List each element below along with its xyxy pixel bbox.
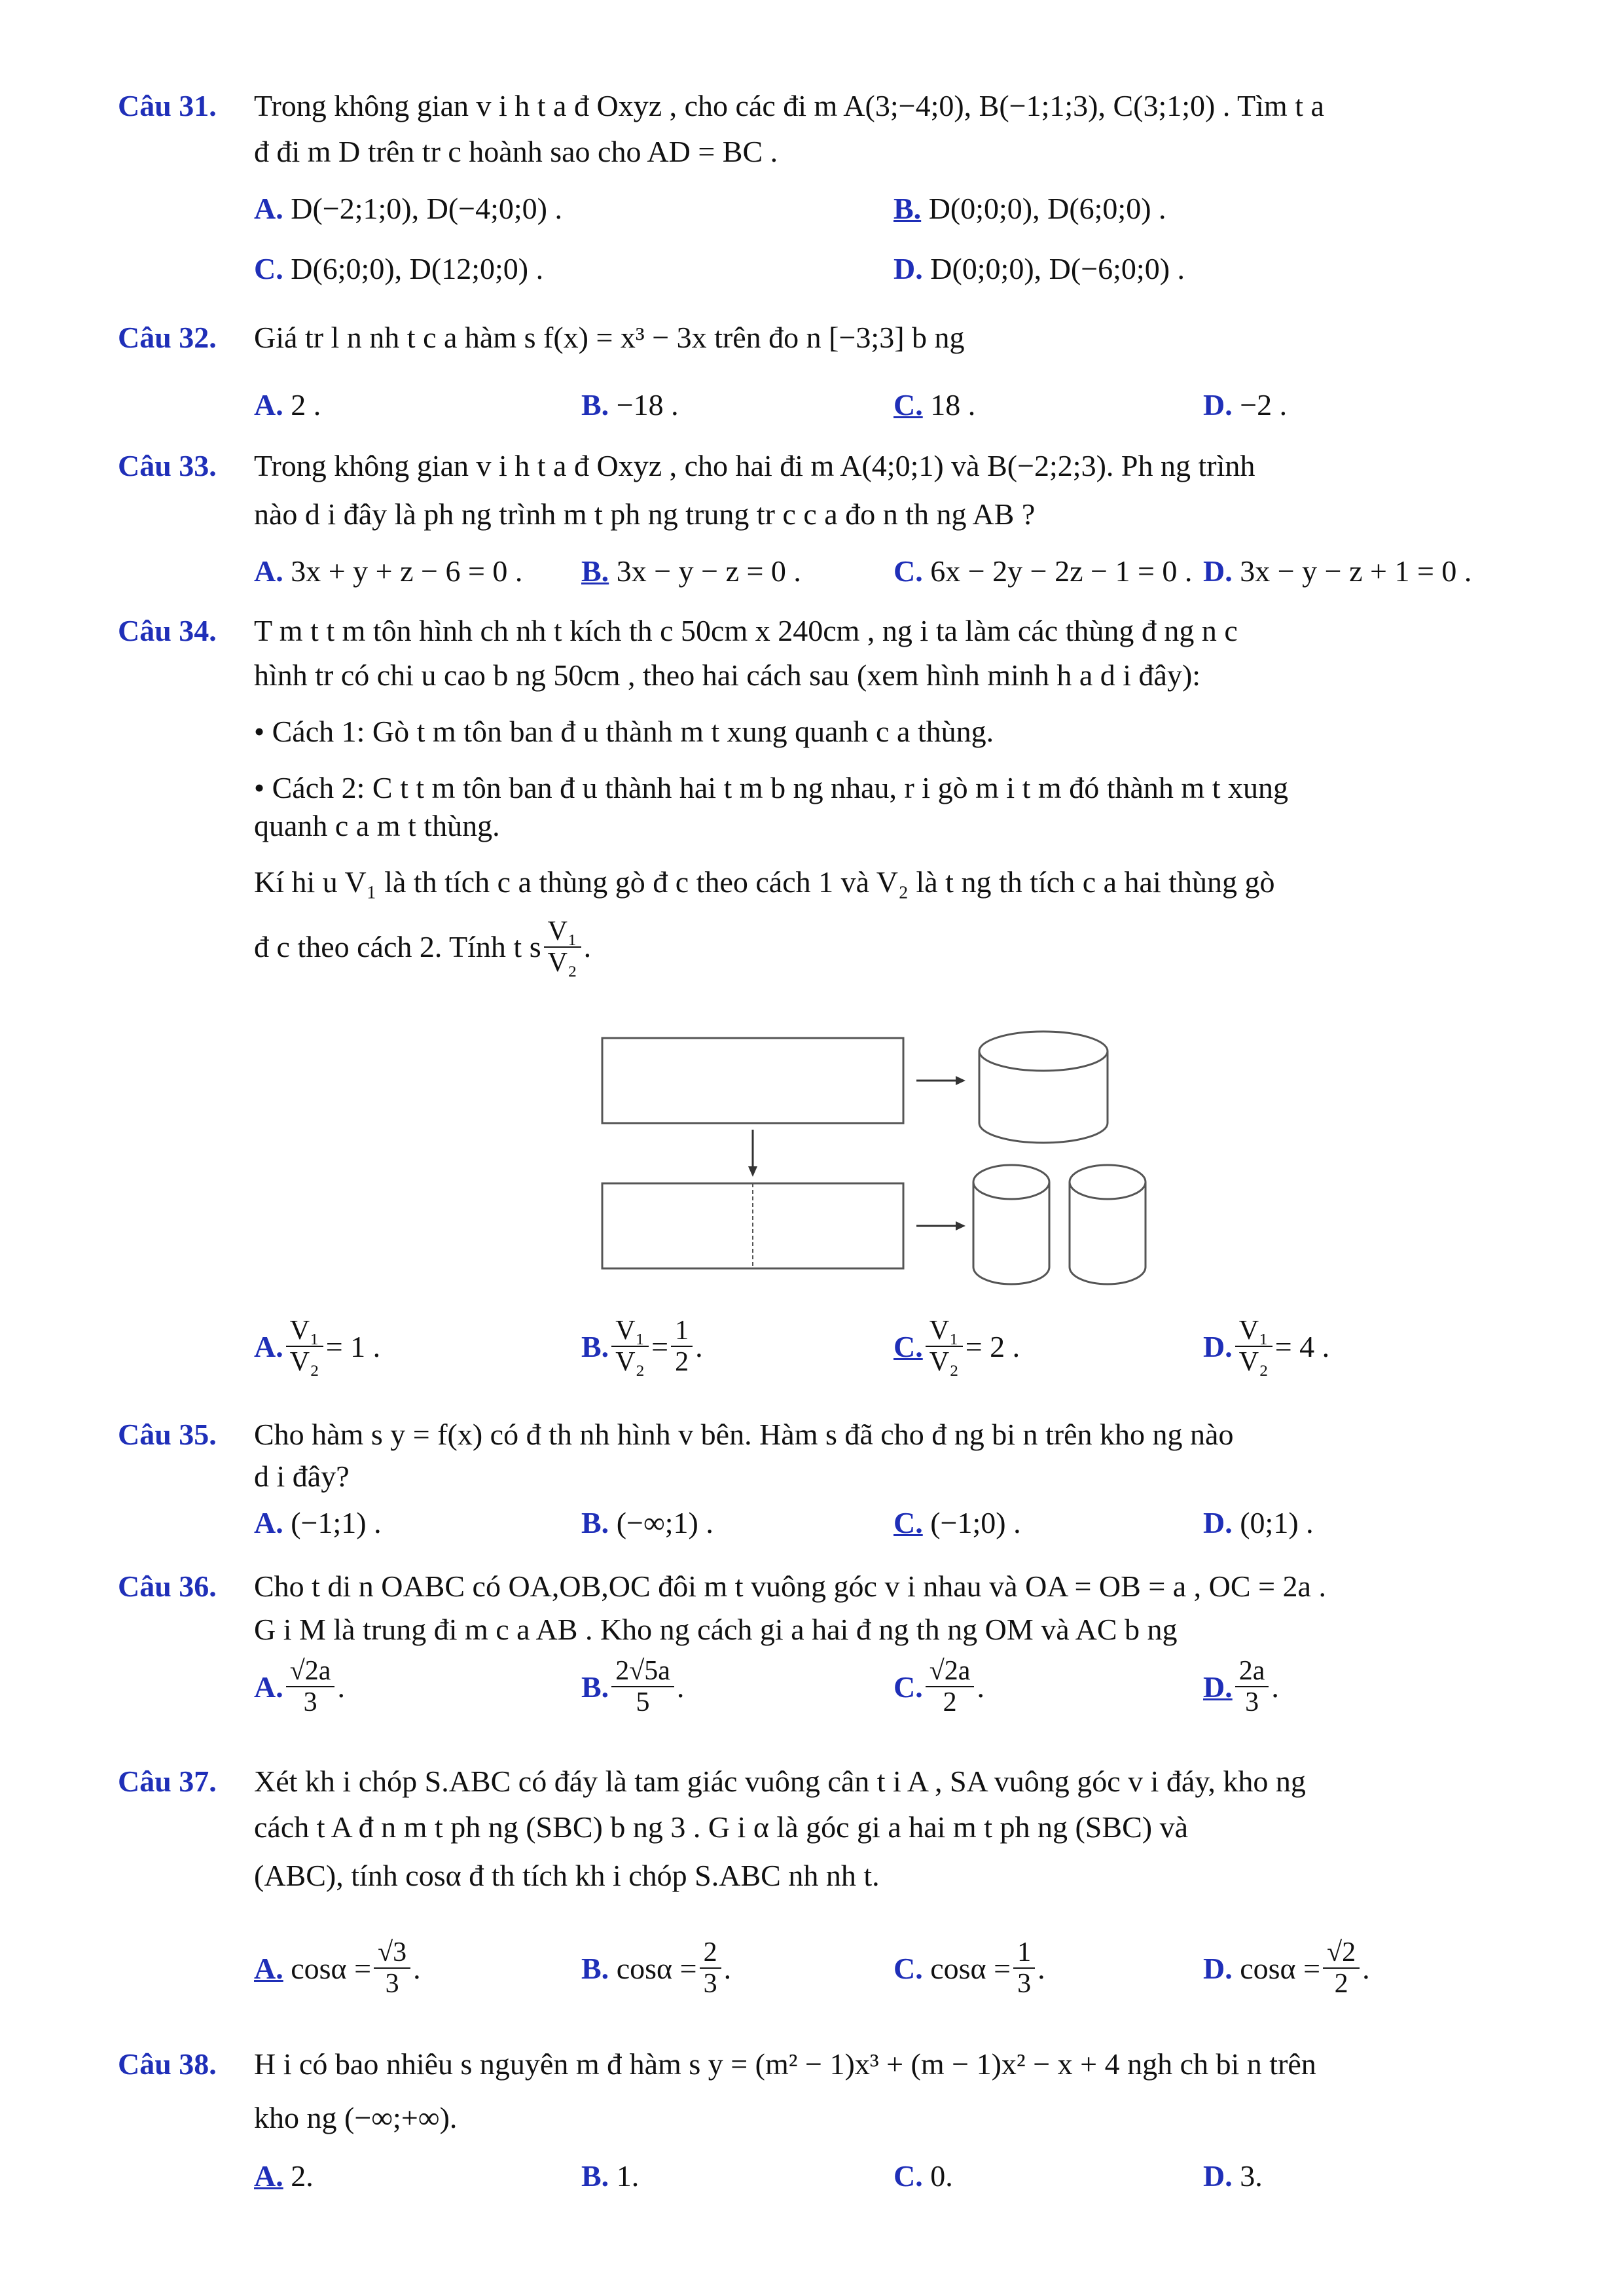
q36-option-a[interactable]: A. $\frac{√2a}{3}$ . (254, 1656, 345, 1718)
q34-number: Câu 34. (118, 614, 217, 647)
q37-text-line1: Xét kh i chóp S.ABC có đáy là tam giác vuông cân t i A , SA vuông góc v i đáy, kho ng (254, 1765, 1306, 1798)
option-text: 3x − y − z + 1 = 0 . (1240, 554, 1472, 588)
q34-option-a[interactable] (254, 1316, 380, 1377)
q38-option-d[interactable] (1203, 2159, 1263, 2193)
q32-text-line1: Giá tr l n nh t c a hàm s f(x) = x³ − 3x trên đo n [−3;3] b ng (254, 321, 965, 354)
q37-text-line2: cách t A đ n m t ph ng (SBC) b ng 3 . G i α là góc gi a hai m t ph ng (SBC) và (254, 1810, 1188, 1844)
option-rhs-fraction (671, 1316, 693, 1377)
option-label: B. (581, 2159, 609, 2193)
q31-option-b[interactable] (893, 191, 1166, 226)
q34-option-d[interactable] (1203, 1316, 1329, 1377)
frac-den: 3 (303, 1687, 317, 1718)
option-label: C. (893, 1670, 923, 1704)
frac-den: V₂ (929, 1347, 959, 1378)
q32-number: Câu 32. (118, 321, 217, 354)
cylinder-small-1-bottom (973, 1267, 1049, 1284)
q38-text-line2: kho ng (−∞;+∞). (254, 2101, 458, 2134)
q34-text-line2: hình tr có chi u cao b ng 50cm , theo hai cách sau (xem hình minh h a d i đây): (254, 658, 1201, 692)
option-text: D(0;0;0), D(−6;0;0) . (930, 252, 1185, 285)
q36-text-line1: Cho t di n OABC có OA,OB,OC đôi m t vuông góc v i nhau và OA = OB = a , OC = 2a . (254, 1570, 1326, 1603)
option-fraction (374, 1937, 410, 1999)
q37-option-b[interactable]: B. cosα = $\frac{2}{3}$ . (581, 1937, 732, 2000)
q33-text-line2: nào d i đây là ph ng trình m t ph ng trung tr c c a đo n th ng AB ? (254, 497, 1036, 531)
option-label: C. (254, 252, 283, 285)
q34-text-line6: đ c theo cách 2. Tính t s $\frac{\text{V₁}}{\text{V₂}}$ . (254, 916, 592, 978)
option-label: A. (254, 1506, 283, 1539)
option-label: B. (581, 1951, 609, 1985)
option-text: D(0;0;0), D(6;0;0) . (928, 192, 1166, 225)
option-label: A. (254, 554, 283, 588)
option-text: 1. (616, 2159, 640, 2193)
option-text: 0. (930, 2159, 953, 2193)
q35-text-line1: Cho hàm s y = f(x) có đ th nh hình v bên. Hàm s đã cho đ ng bi n trên kho ng nào (254, 1418, 1234, 1451)
option-label: C. (893, 2159, 923, 2193)
option-label-correct: C. (893, 388, 923, 422)
q34-option-b[interactable] (581, 1316, 703, 1377)
frac-num: 2√5a (611, 1656, 674, 1687)
option-text: (−1;1) . (291, 1506, 382, 1539)
ratio-numerator: V₁ (544, 916, 581, 948)
option-fraction (1235, 1316, 1272, 1377)
option-label: D. (1203, 388, 1233, 422)
option-label-correct: D. (1203, 1670, 1233, 1704)
option-fraction (1235, 1656, 1269, 1717)
option-label-correct: A. (254, 1951, 283, 1985)
frac-num: V₁ (1235, 1316, 1272, 1347)
q34-bullet-1: • Cách 1: Gò t m tôn ban đ u thành m t xung quanh c a thùng. (254, 715, 994, 748)
option-rhs: = 1 . (325, 1329, 381, 1363)
frac-num: 1 (671, 1316, 693, 1347)
option-label: A. (254, 388, 283, 422)
frac-num: √2a (286, 1656, 335, 1687)
frac-num: √3 (374, 1937, 410, 1969)
option-label: B. (581, 1506, 609, 1539)
q32-option-d[interactable] (1203, 387, 1287, 422)
option-label-correct: A. (254, 2159, 283, 2193)
ratio-denominator: V₂ (547, 948, 577, 978)
option-fraction (286, 1656, 335, 1717)
option-label: B. (581, 1670, 609, 1704)
q36-number: Câu 36. (118, 1570, 217, 1603)
q36-text-line2: G i M là trung đi m c a AB . Kho ng cách gi a hai đ ng th ng OM và AC b ng (254, 1613, 1178, 1646)
option-fraction (926, 1316, 963, 1377)
q36-option-c[interactable]: C. $\frac{√2a}{2}$ . (893, 1656, 984, 1718)
option-fraction (611, 1656, 674, 1717)
q31-text-line1: Trong không gian v i h t a đ Oxyz , cho các đi m A(3;−4;0), B(−1;1;3), C(3;1;0) . Tìm t a (254, 89, 1324, 122)
option-label: C. (893, 1951, 923, 1985)
q34-text-line5: Kí hi u V₁ là th tích c a thùng gò đ c theo cách 1 và V₂ là t ng th tích c a hai thùng gò (254, 865, 1275, 899)
option-text: 18 . (930, 388, 976, 422)
option-label: D. (1203, 1951, 1233, 1985)
option-text: 3. (1240, 2159, 1263, 2193)
frac-den: V₂ (289, 1347, 319, 1378)
q34-ratio (544, 916, 581, 978)
option-text: D(6;0;0), D(12;0;0) . (291, 252, 544, 285)
frac-den: 2 (1334, 1969, 1348, 2000)
q31-option-c[interactable] (254, 251, 543, 286)
option-pre: cosα = (616, 1951, 697, 1985)
q34-bullet-2b: quanh c a m t thùng. (254, 809, 500, 842)
q32-option-b[interactable] (581, 387, 679, 422)
option-text: (0;1) . (1240, 1506, 1314, 1539)
option-label: D. (1203, 1329, 1233, 1363)
frac-den: 3 (703, 1969, 717, 2000)
option-fraction (611, 1316, 649, 1377)
option-rhs: = 2 . (965, 1329, 1020, 1363)
option-text: 2 . (291, 388, 321, 422)
q38-text-line1: H i có bao nhiêu s nguyên m đ hàm s y = (m² − 1)x³ + (m − 1)x² − x + 4 ngh ch bi n trên (254, 2047, 1316, 2081)
option-label-correct: C. (893, 1506, 923, 1539)
q38-option-a[interactable] (254, 2159, 314, 2193)
arrow-1-head (956, 1076, 965, 1085)
q34-bullet-2a: • Cách 2: C t t m tôn ban đ u thành hai t m b ng nhau, r i gò m i t m đó thành m t xung (254, 771, 1288, 804)
q33-option-a[interactable] (254, 554, 522, 588)
option-label: D. (893, 252, 923, 285)
frac-num: V₁ (286, 1316, 323, 1347)
option-text: 3x − y − z = 0 . (616, 554, 801, 588)
q35-number: Câu 35. (118, 1418, 217, 1451)
option-label: A. (254, 1670, 283, 1704)
option-dot: . (695, 1329, 703, 1363)
q34-option-c[interactable] (893, 1316, 1020, 1377)
option-text: −2 . (1240, 388, 1288, 422)
q35-option-c[interactable] (893, 1505, 1021, 1540)
option-fraction (1013, 1937, 1035, 1999)
option-text: 3x + y + z − 6 = 0 . (291, 554, 523, 588)
q33-number: Câu 33. (118, 449, 217, 482)
option-text: 2. (291, 2159, 314, 2193)
option-label: D. (1203, 1506, 1233, 1539)
arrow-2-head (748, 1166, 757, 1177)
q38-number: Câu 38. (118, 2047, 217, 2081)
option-text: (−∞;1) . (616, 1506, 713, 1539)
option-label-correct: B. (893, 192, 922, 225)
frac-den: 3 (385, 1969, 399, 2000)
q37-text-line3: (ABC), tính cosα đ th tích kh i chóp S.ABC nh nh t. (254, 1859, 880, 1892)
option-text: 6x − 2y − 2z − 1 = 0 . (930, 554, 1193, 588)
q31-number: Câu 31. (118, 89, 217, 122)
q36-option-d[interactable]: D. $\frac{2a}{3}$ . (1203, 1656, 1279, 1718)
frac-num: V₁ (926, 1316, 963, 1347)
q34-text-line1: T m t t m tôn hình ch nh t kích th c 50cm x 240cm , ng i ta làm các thùng đ ng n c (254, 614, 1238, 647)
option-fraction (926, 1656, 975, 1717)
frac-den: V₂ (615, 1347, 645, 1378)
frac-num: 2a (1235, 1656, 1269, 1687)
option-label: A. (254, 1329, 283, 1363)
frac-den: V₂ (1238, 1347, 1269, 1378)
frac-num: V₁ (611, 1316, 649, 1347)
q37-option-d[interactable]: D. cosα = $\frac{√2}{2}$ . (1203, 1937, 1370, 2000)
option-pre: cosα = (930, 1951, 1011, 1985)
option-fraction (286, 1316, 323, 1377)
frac-den: 5 (636, 1687, 650, 1718)
option-rhs: = 4 . (1274, 1329, 1330, 1363)
option-eq: = (651, 1329, 669, 1363)
option-label-correct: C. (893, 1329, 923, 1363)
option-label: B. (581, 1329, 609, 1363)
q37-option-a[interactable]: A. cosα = $\frac{√3}{3}$ . (254, 1937, 421, 2000)
option-label: B. (581, 388, 609, 422)
q31-option-a[interactable] (254, 191, 562, 226)
arrow-3-head (956, 1221, 965, 1230)
option-label: C. (893, 554, 923, 588)
option-label: A. (254, 192, 283, 225)
sheet-full (602, 1038, 903, 1123)
option-text: D(−2;1;0), D(−4;0;0) . (291, 192, 562, 225)
frac-num: √2a (926, 1656, 975, 1687)
option-text: (−1;0) . (930, 1506, 1021, 1539)
q32-option-c[interactable] (893, 387, 975, 422)
frac-den: 2 (943, 1687, 957, 1718)
option-label: D. (1203, 2159, 1233, 2193)
q36-option-b[interactable]: B. $\frac{2√5a}{5}$ . (581, 1656, 685, 1718)
q37-option-c[interactable]: C. cosα = $\frac{1}{3}$ . (893, 1937, 1045, 2000)
frac-den: 3 (1017, 1969, 1032, 2000)
option-fraction (1323, 1937, 1360, 1999)
option-pre: cosα = (1240, 1951, 1321, 1985)
cylinder-big-top (979, 1031, 1108, 1071)
q35-option-a[interactable] (254, 1505, 382, 1540)
q37-number: Câu 37. (118, 1765, 217, 1798)
q32-option-a[interactable] (254, 387, 321, 422)
option-label-correct: B. (581, 554, 609, 588)
frac-den: 2 (675, 1347, 689, 1378)
cylinder-big-bottom (979, 1123, 1108, 1143)
cylinder-small-2-top (1070, 1165, 1146, 1199)
cylinder-small-1-top (973, 1165, 1049, 1199)
q31-text-line2: đ đi m D trên tr c hoành sao cho AD = BC . (254, 135, 778, 168)
frac-num: 2 (700, 1937, 721, 1969)
q35-option-b[interactable] (581, 1505, 713, 1540)
q33-text-line1: Trong không gian v i h t a đ Oxyz , cho hai đi m A(4;0;1) và B(−2;2;3). Ph ng trình (254, 449, 1255, 482)
q34-line6-text: đ c theo cách 2. Tính t s (254, 929, 541, 963)
option-pre: cosα = (291, 1951, 372, 1985)
q33-option-c[interactable] (893, 554, 1192, 588)
q38-option-b[interactable] (581, 2159, 639, 2193)
q38-option-c[interactable] (893, 2159, 953, 2193)
q33-option-b[interactable] (581, 554, 801, 588)
q35-text-line2: d i đây? (254, 1460, 350, 1493)
frac-den: 3 (1245, 1687, 1259, 1718)
option-fraction (700, 1937, 721, 1999)
q31-option-d[interactable] (893, 251, 1185, 286)
frac-num: 1 (1013, 1937, 1035, 1969)
q35-option-d[interactable] (1203, 1505, 1314, 1540)
frac-num: √2 (1323, 1937, 1360, 1969)
option-label: D. (1203, 554, 1233, 588)
cylinder-small-2-bottom (1070, 1267, 1146, 1284)
option-text: −18 . (616, 388, 679, 422)
q34-figure-svg (589, 1018, 1178, 1293)
q33-option-d[interactable] (1203, 554, 1471, 588)
